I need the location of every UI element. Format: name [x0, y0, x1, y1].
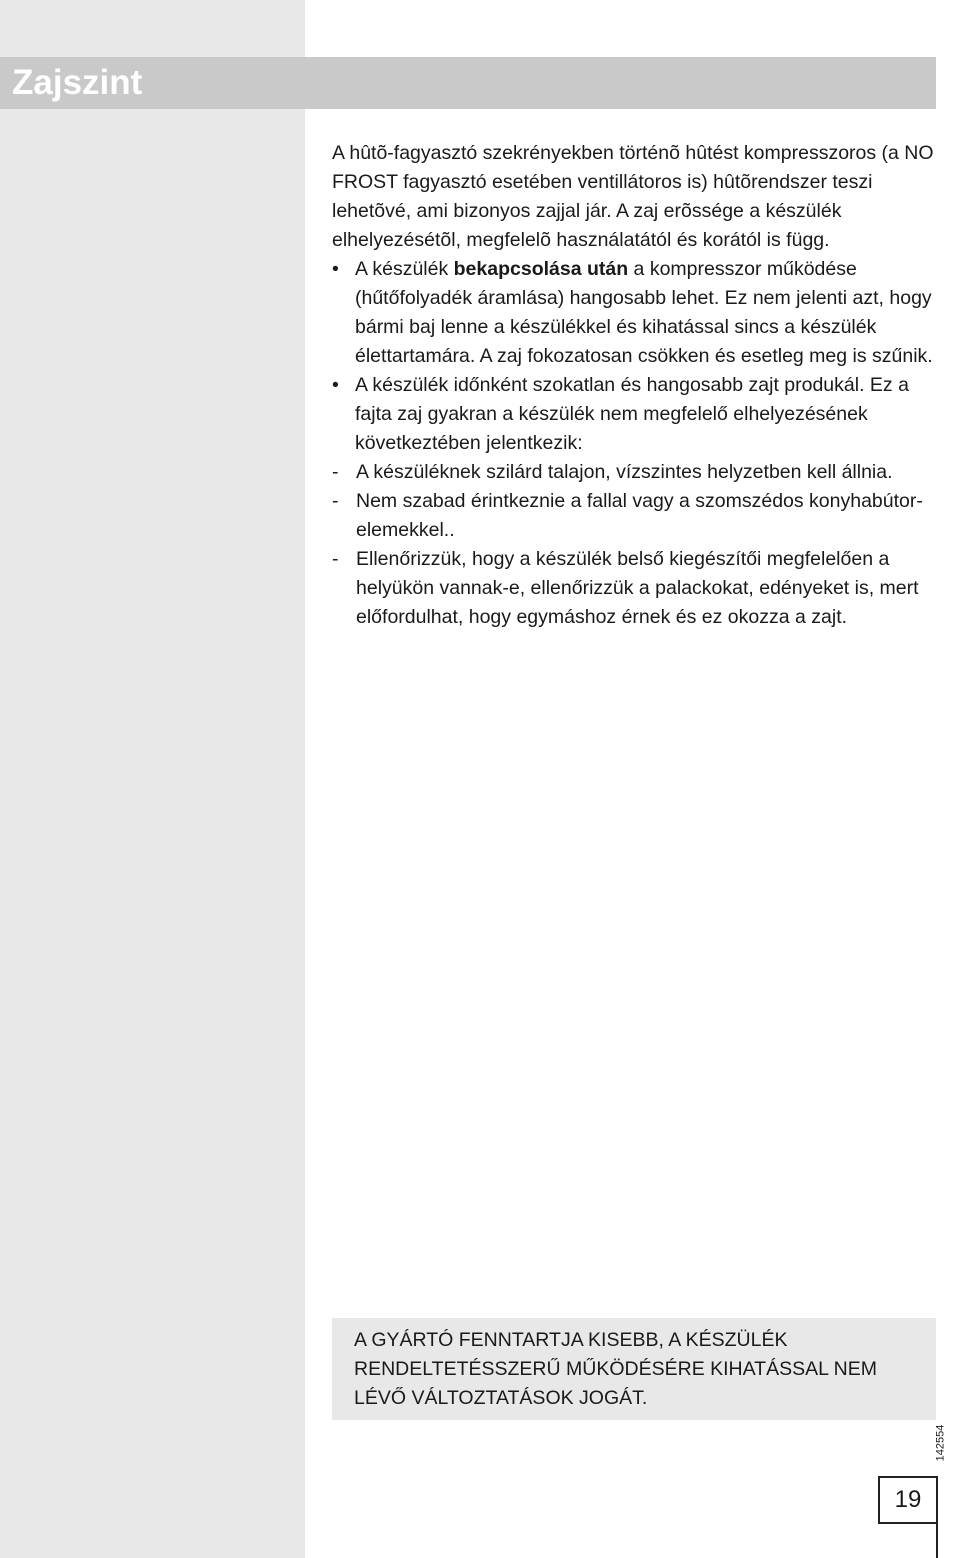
- bullet-2-text: A készülék időnként szokatlan és hangosabb zajt produkál. Ez a fajta zaj gyakran a készülék nem megfelelő elhelyezésének következtében jelentkezik:: [355, 374, 909, 454]
- dash-item-1-text: A készüléknek szilárd talajon, vízszintes helyzetben kell állnia.: [356, 461, 893, 483]
- dash-item-2: [332, 487, 936, 545]
- intro-paragraph: A hûtõ-fagyasztó szekrényekben történõ hûtést kompresszoros (a NO FROST fagyasztó esetében ventillátoros is) hûtõrendszer teszi lehetõvé, ami bizonyos zajjal jár. A zaj erõssége a készülék elhelyezésétõl, megfelelõ használatától és korától is függ.: [332, 142, 934, 251]
- dash-item-3-text: Ellenőrizzük, hogy a készülék belső kiegészítői megfelelően a helyükön vannak-e, ellenőrizzük a palackokat, edényeket is, mert előfordulhat, hogy egymáshoz érnek és ez okozza a zajt.: [356, 548, 919, 628]
- manufacturer-notice-text: A GYÁRTÓ FENNTARTJA KISEBB, A KÉSZÜLÉK RENDELTETÉSSZERŰ MŰKÖDÉSÉRE KIHATÁSSAL NEM LÉVŐ VÁLTOZTATÁSOK JOGÁT.: [354, 1329, 877, 1409]
- dash-item-3: [332, 545, 936, 632]
- bullet-item-1: [332, 255, 936, 371]
- dash-marker: -: [332, 490, 339, 512]
- document-code: [934, 1419, 958, 1467]
- title-bar: [0, 57, 936, 109]
- main-content: [332, 139, 936, 632]
- document-code-text: 142554: [934, 1424, 947, 1462]
- bullet-marker: •: [332, 258, 339, 280]
- dash-marker: -: [332, 548, 339, 570]
- bullet-item-2: [332, 371, 936, 458]
- page-title: Zajszint: [12, 63, 143, 102]
- bullet-1-text-before: A készülék: [355, 258, 454, 280]
- dash-item-1: [332, 458, 936, 487]
- bullet-marker: •: [332, 374, 339, 396]
- page-number-box: [878, 1476, 938, 1524]
- dash-item-2-text: Nem szabad érintkeznie a fallal vagy a szomszédos konyhabútor-elemekkel..: [356, 490, 923, 541]
- page-corner-line: [936, 1520, 938, 1558]
- manufacturer-notice-box: [332, 1318, 936, 1420]
- dash-marker: -: [332, 461, 339, 483]
- left-margin-strip: [0, 0, 305, 1558]
- bullet-1-text-after: a kompresszor működése (hűtőfolyadék áramlása) hangosabb lehet. Ez nem jelenti azt, hogy bármi baj lenne a készülékkel és kihatással sincs a készülék élettartamára. A zaj fokozatosan csökken és esetleg meg is szűnik.: [355, 258, 933, 367]
- page-number: 19: [894, 1486, 922, 1513]
- bullet-1-text-bold: bekapcsolása után: [453, 258, 629, 280]
